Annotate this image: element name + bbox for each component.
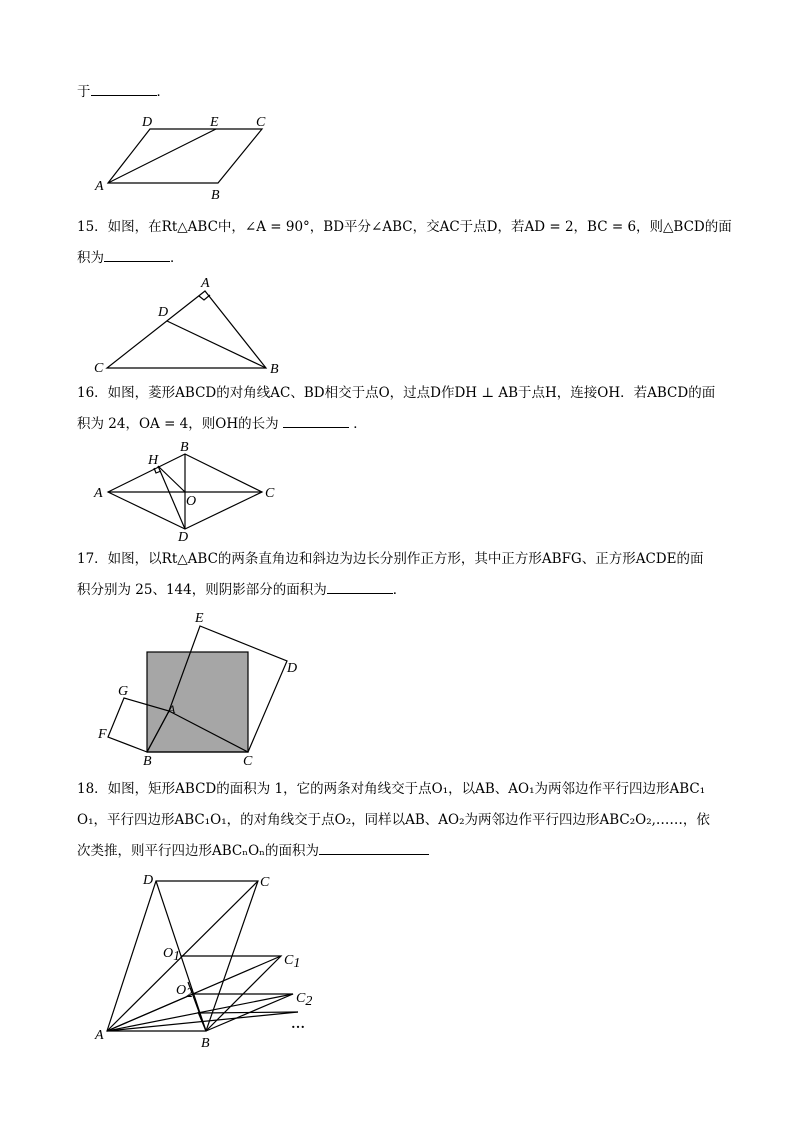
label-D: D [158, 305, 169, 320]
label-B: B [201, 1036, 210, 1051]
label-A: A [201, 276, 210, 291]
q15-line1: 15．如图，在Rt△ABC中，∠A = 90°，BD平分∠ABC，交AC于点D，若AD = 2，BC = 6，则△BCD的面 [77, 219, 732, 235]
q18-line2: O₁，平行四边形ABC₁O₁，的对角线交于点O₂，同样以AB、AO₂为两邻边作平行四边形ABC₂O₂,……，依 [77, 812, 710, 828]
label-D: D [143, 873, 154, 888]
segment-dh [158, 466, 185, 529]
next-level-2 [200, 1012, 298, 1013]
q14-text: 于 ． [77, 84, 170, 100]
figure-17-squares [88, 610, 318, 770]
label-D: D [178, 530, 189, 545]
label-A: A [95, 1028, 104, 1043]
label-G: G [118, 684, 129, 699]
figure-16-rhombus [88, 437, 298, 545]
parallelogram-abcd [108, 129, 262, 183]
label-B: B [180, 440, 189, 455]
label-B: B [143, 754, 152, 769]
q14-tail: 于 [77, 84, 91, 100]
label-C: C [243, 754, 253, 769]
q14-answer-blank[interactable] [91, 83, 157, 96]
label-O: O [186, 494, 197, 509]
figure-15-right-triangle [88, 272, 288, 378]
q16-answer-blank[interactable] [283, 415, 349, 428]
q15-line2: 积为 ． [77, 250, 184, 266]
right-angle-mark [199, 295, 210, 300]
label-A: A [94, 486, 103, 501]
q17-answer-blank[interactable] [327, 581, 393, 594]
label-C: C [256, 115, 266, 130]
label-O2: O2 [176, 983, 194, 1001]
label-E: E [195, 611, 204, 626]
label-A: A [168, 702, 176, 716]
label-B: B [211, 188, 220, 203]
label-C: C [265, 486, 275, 501]
label-H: H [148, 453, 159, 468]
segment-ae [108, 129, 216, 183]
label-F: F [98, 727, 107, 742]
label-O1: O1 [163, 946, 181, 964]
label-C2: C2 [296, 991, 313, 1009]
figure-14-parallelogram [88, 112, 288, 204]
q16-line1: 16．如图，菱形ABCD的对角线AC、BD相交于点O，过点D作DH ⊥ AB于点H，连接OH．若ABCD的面 [77, 385, 716, 401]
ellipsis: … [291, 1017, 305, 1032]
q18-line3: 次类推，则平行四边形ABCₙOₙ的面积为 [77, 842, 429, 860]
q16-line2: 积为 24，OA = 4，则OH的长为 ． [77, 416, 367, 432]
q17-line1: 17．如图，以Rt△ABC的两条直角边和斜边为边长分别作正方形，其中正方形ABFG、正方形ACDE的面 [77, 551, 704, 567]
label-D: D [142, 115, 153, 130]
label-A: A [95, 179, 104, 194]
segment-oh [158, 466, 185, 492]
segment-bd [167, 321, 266, 368]
label-E: E [210, 115, 219, 130]
label-C: C [94, 361, 104, 376]
label-C: C [260, 875, 270, 890]
shaded-region [147, 652, 248, 752]
q18-line1: 18．如图，矩形ABCD的面积为 1，它的两条对角线交于点O₁，以AB、AO₁为两邻边作平行四边形ABC₁ [77, 781, 706, 797]
label-D: D [287, 661, 298, 676]
figure-18-nested-parallelograms [88, 866, 328, 1052]
q15-answer-blank[interactable] [104, 249, 170, 262]
label-B: B [270, 362, 279, 377]
label-C1: C1 [284, 953, 301, 971]
q18-answer-blank[interactable] [319, 842, 429, 855]
q17-line2: 积分别为 25、144，则阴影部分的面积为 ． [77, 582, 407, 598]
segment-ao2 [107, 994, 193, 1031]
